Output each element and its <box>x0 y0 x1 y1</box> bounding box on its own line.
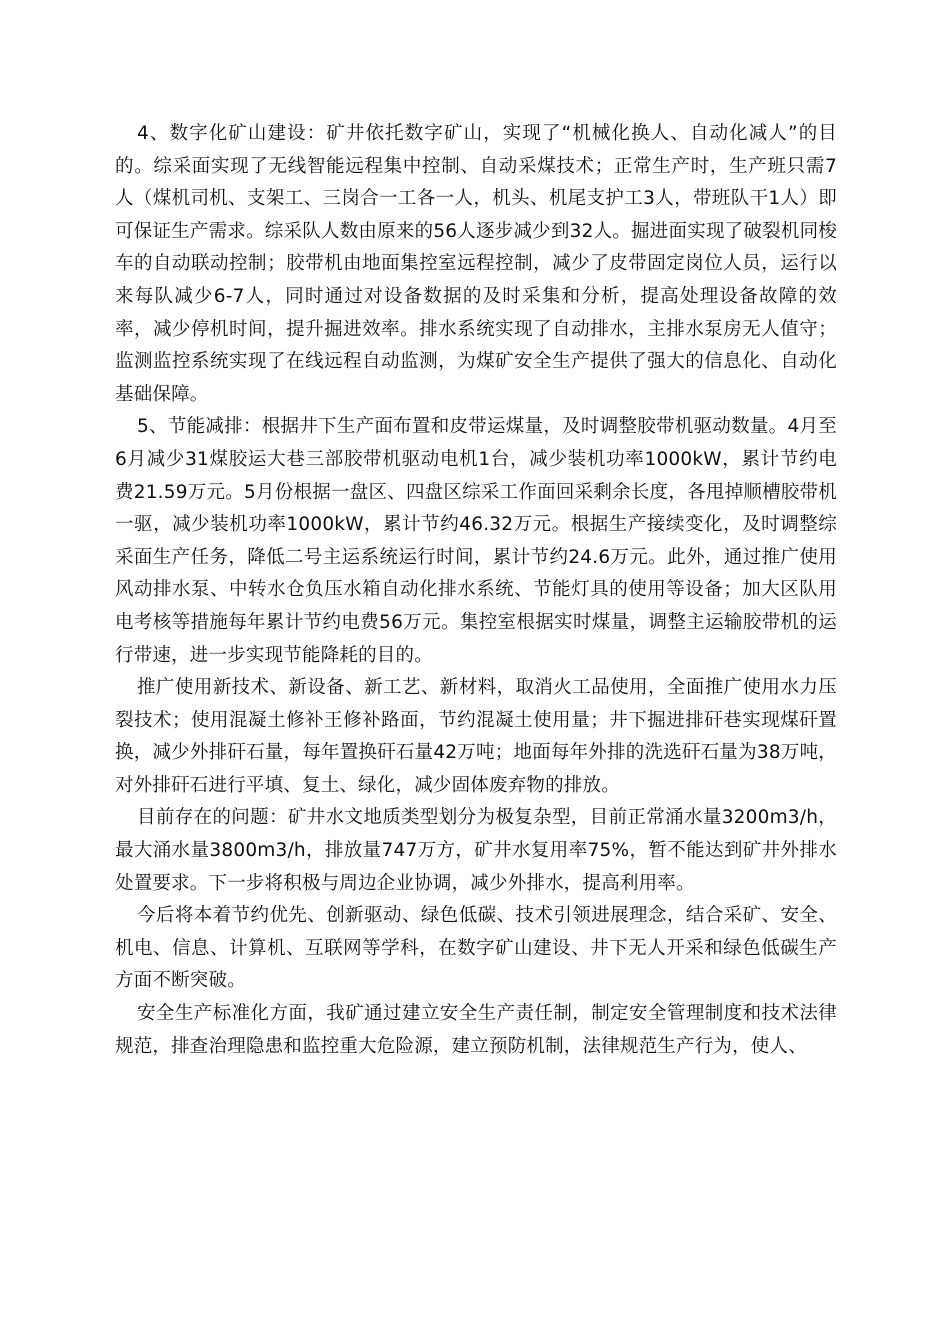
paragraph-new-technology: 推广使用新技术、新设备、新工艺、新材料，取消火工品使用，全面推广使用水力压裂技术；使用混凝土修补王修补路面，节约混凝土使用量；井下掘进排矸巷实现煤矸置换，减少外排矸石量，每年置换矸石量42万吨；地面每年外排的洗选矸石量为38万吨，对外排矸石进行平填、复土、绿化，减少固体废弃物的排放。 <box>115 677 837 796</box>
document-body <box>115 118 837 1063</box>
paragraph-future-plans: 今后将本着节约优先、创新驱动、绿色低碳、技术引领进展理念，结合采矿、安全、机电、信息、计算机、互联网等学科，在数字矿山建设、井下无人开采和绿色低碳生产方面不断突破。 <box>115 905 837 992</box>
paragraph-energy-saving: 5、节能减排：根据井下生产面布置和皮带运煤量，及时调整胶带机驱动数量。4月至6月减少31煤胶运大巷三部胶带机驱动电机1台，减少装机功率1000kW，累计节约电费21.59万元。5月份根据一盘区、四盘区综采工作面回采剩余长度，各甩掉顺槽胶带机一驱，减少装机功率1000kW，累计节约46.32万元。根据生产接续变化，及时调整综采面生产任务，降低二号主运系统运行时间，累计节约24.6万元。此外，通过推广使用风动排水泵、中转水仓负压水箱自动化排水系统、节能灯具的使用等设备；加大区队用电考核等措施每年累计节约电费56万元。集控室根据实时煤量，调整主运输胶带机的运行带速，进一步实现节能降耗的目的。 <box>115 416 837 666</box>
paragraph-existing-problems: 目前存在的问题：矿井水文地质类型划分为极复杂型，目前正常涌水量3200m3/h，最大涌水量3800m3/h，排放量747万方，矿井水复用率75%，暂不能达到矿井外排水处置要求。下一步将积极与周边企业协调，减少外排水，提高利用率。 <box>115 807 837 894</box>
paragraph-safety-standardization: 安全生产标准化方面，我矿通过建立安全生产责任制，制定安全管理制度和技术法律规范，排查治理隐患和监控重大危险源，建立预防机制，法律规范生产行为，使人、 <box>115 1003 837 1057</box>
paragraph-digital-mine: 4、数字化矿山建设：矿井依托数字矿山，实现了“机械化换人、自动化减人”的目的。综采面实现了无线智能远程集中控制、自动采煤技术；正常生产时，生产班只需7人（煤机司机、支架工、三岗合一工各一人，机头、机尾支护工3人，带班队干1人）即可保证生产需求。综采队人数由原来的56人逐步减少到32人。掘进面实现了破裂机同梭车的自动联动控制；胶带机由地面集控室远程控制，减少了皮带固定岗位人员，运行以来每队减少6-7人，同时通过对设备数据的及时采集和分析，提高处理设备故障的效率，减少停机时间，提升掘进效率。排水系统实现了自动排水，主排水泵房无人值守；监测监控系统实现了在线远程自动监测，为煤矿安全生产提供了强大的信息化、自动化基础保障。 <box>115 123 837 405</box>
